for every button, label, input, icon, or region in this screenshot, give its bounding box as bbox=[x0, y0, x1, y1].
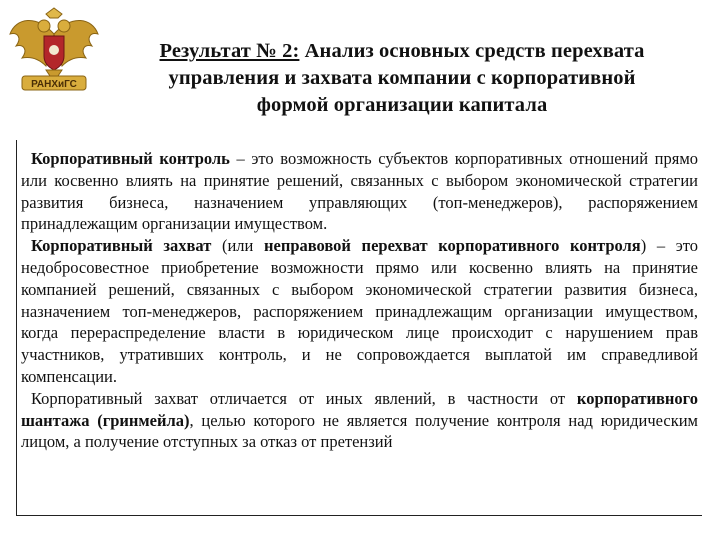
title-line-3: формой организации капитала bbox=[256, 94, 548, 116]
content-box bbox=[16, 140, 702, 516]
paragraph-greenmail bbox=[17, 388, 702, 453]
definition-corporate-control: – это возможность субъектов корпоративных отношений прямо или косвенно влиять на принятие решений, связанных с выбором экономической стратегии развития бизнеса, назначением управляющих (топ-менеджеров), распоряжением принадлежащим организации имуществом. bbox=[21, 149, 699, 234]
definition-corporate-seizure: ) – это недобросовестное приобретение возможности прямо или косвенно влиять на принятие компанией решений, связанных с выбором экономической стратегии развития бизнеса, назначением топ-менеджеров, распоряжением принадлежащим организации имуществом, когда перераспределение власти в юридическом лице происходит с нарушением прав участников, утративших контроль, и не сопровождается выплатой им справедливой компенсации. bbox=[21, 236, 699, 386]
paragraph-corporate-seizure bbox=[17, 235, 702, 388]
emblem-label: РАНХиГС bbox=[31, 79, 77, 90]
greenmail-intro-text: Корпоративный захват отличается от иных явлений, в частности от bbox=[31, 388, 566, 408]
term-corporate-seizure: Корпоративный захват bbox=[31, 236, 212, 256]
paren-open-text: (или bbox=[221, 236, 254, 256]
title-line-1 bbox=[112, 38, 692, 65]
term-greenmail: корпоративного шантажа (гринмейла) bbox=[21, 388, 699, 430]
title-result-label: Результат № 2: bbox=[159, 40, 300, 62]
title-line-1-text: Анализ основных средств перехвата bbox=[304, 40, 645, 62]
term-corporate-control: Корпоративный контроль bbox=[31, 149, 230, 168]
term-illegal-interception: неправовой перехват корпоративного контроля bbox=[263, 236, 641, 256]
paragraph-corporate-control bbox=[17, 140, 702, 235]
title-line-2: управления и захвата компании с корпоративной bbox=[168, 67, 636, 89]
slide-title bbox=[112, 38, 692, 119]
double-headed-eagle-icon bbox=[6, 4, 102, 100]
emblem-logo bbox=[6, 4, 102, 100]
greenmail-definition-text: , целью которого не является получение контроля над юридическим лицом, а получение отступных за отказ от претензий bbox=[21, 410, 699, 452]
